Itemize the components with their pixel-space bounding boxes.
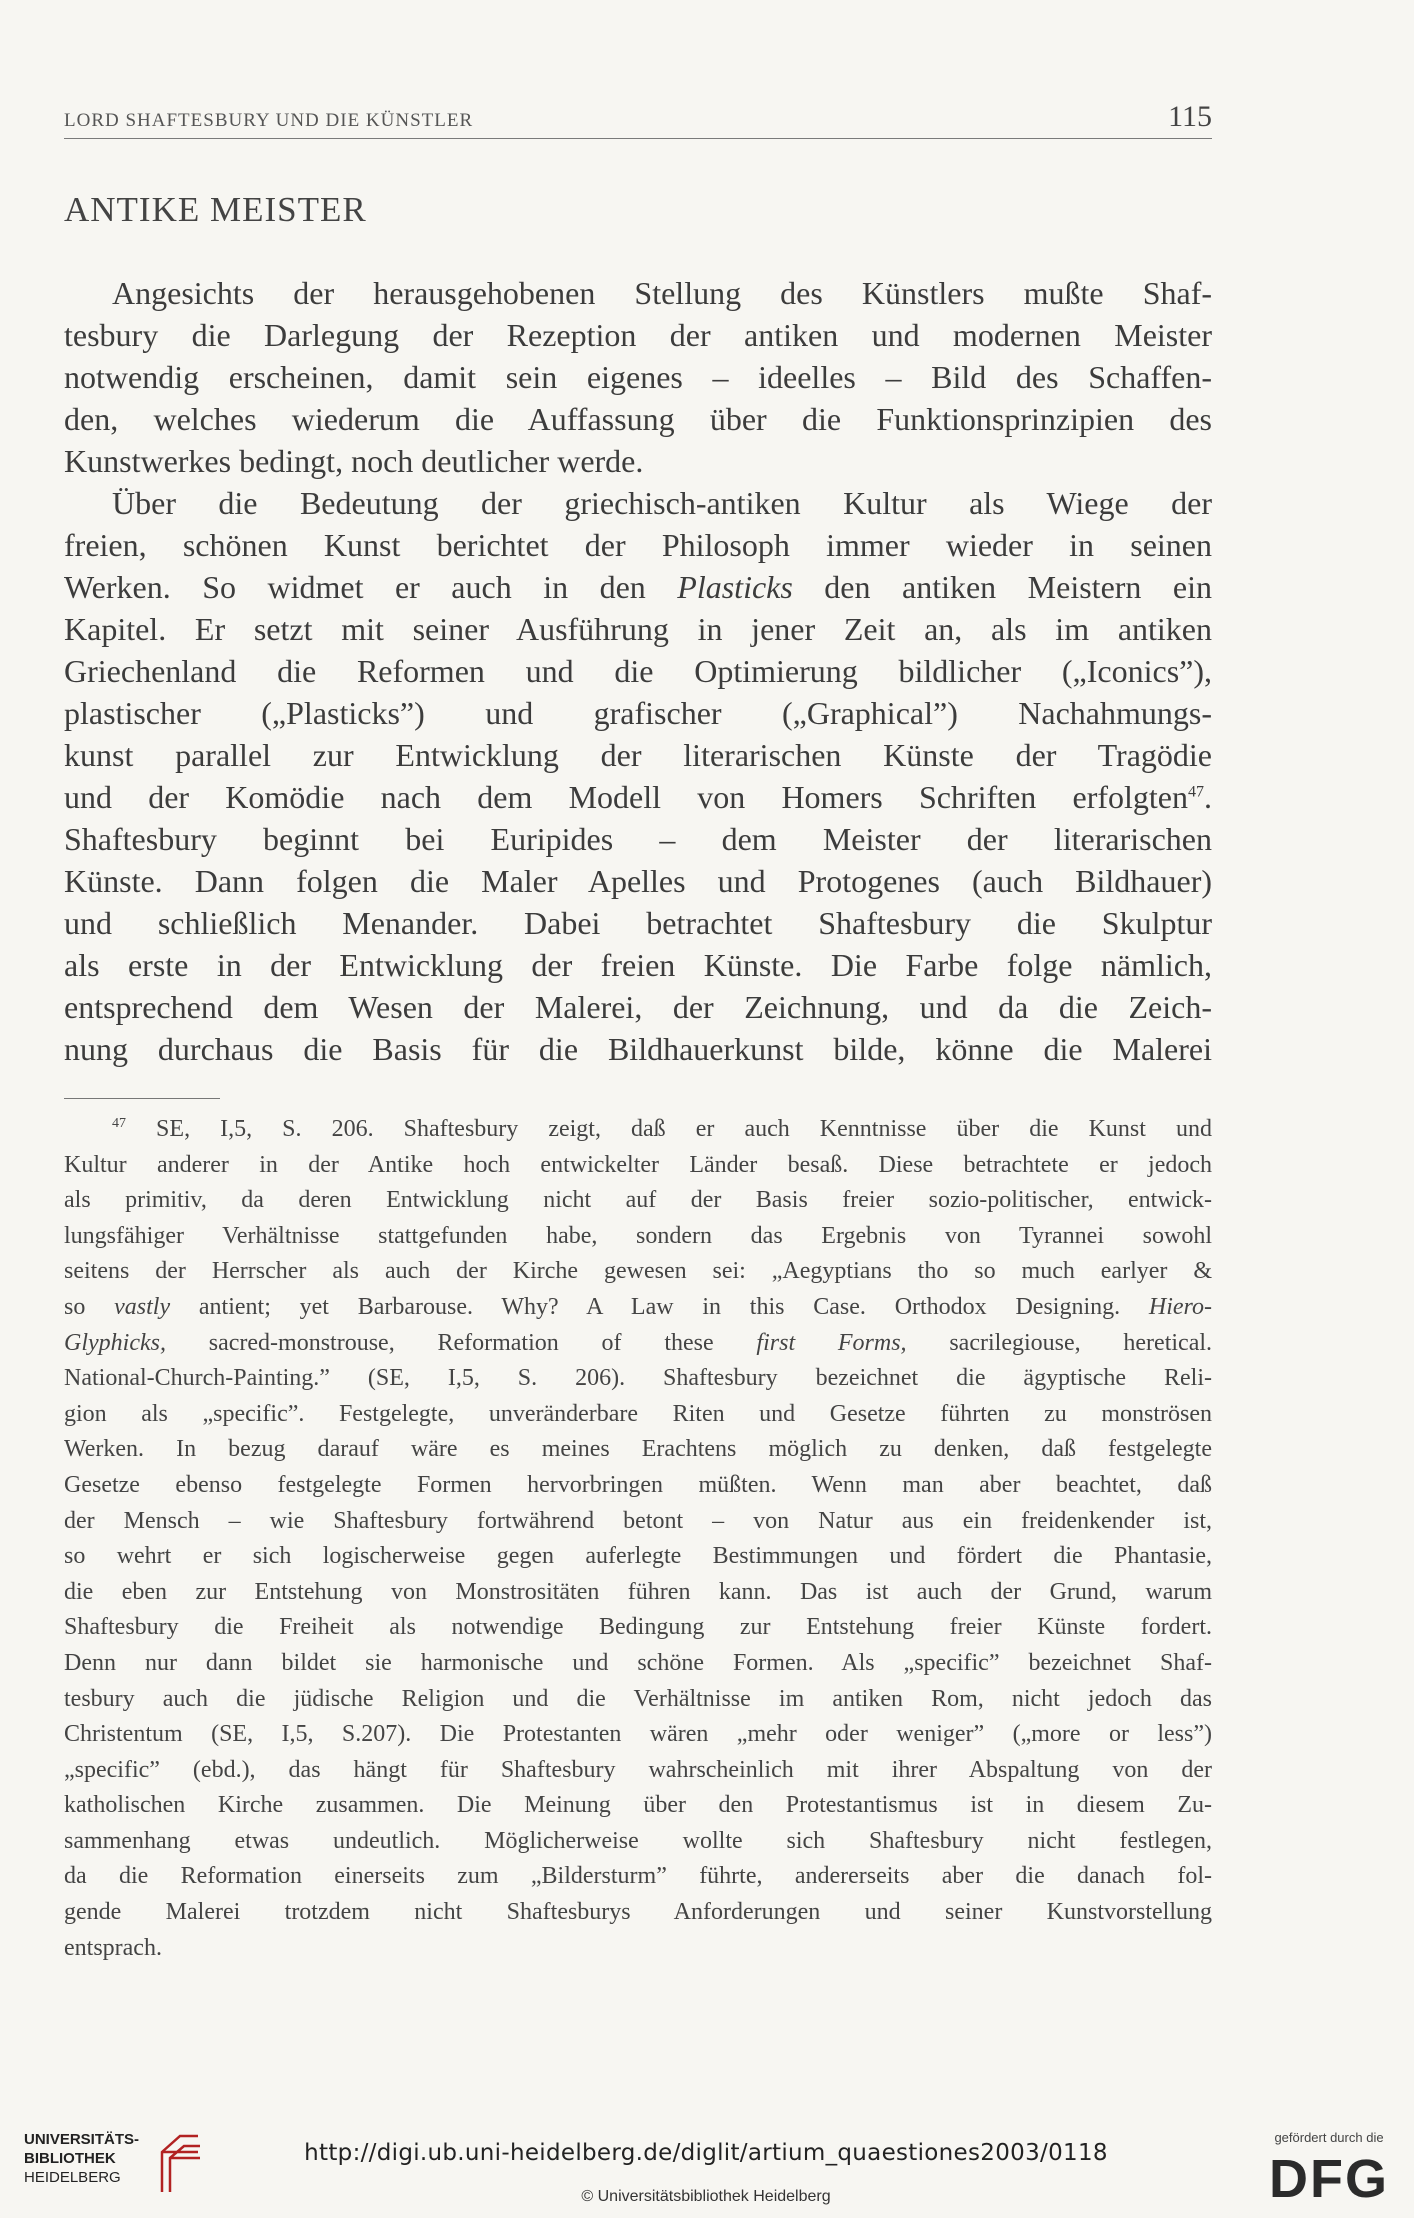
library-emblem-icon: [152, 2130, 212, 2200]
text-run: sacrilegiouse, heretical.: [906, 1329, 1213, 1356]
italic-term: Hiero-: [1148, 1293, 1212, 1320]
body-line: notwendig erscheinen, damit sein eigenes – ideelles – Bild des Schaffen-: [64, 359, 1212, 395]
text-run: .: [1204, 779, 1212, 815]
body-line: den, welches wiederum die Auffassung über die Funktionsprinzipien des: [64, 401, 1212, 437]
footnote-reference[interactable]: 47: [1188, 783, 1204, 801]
footnote-marker: 47: [112, 1116, 126, 1131]
text-run: sacred-monstrouse, Reformation of these: [165, 1329, 757, 1356]
footnote-line: Christentum (SE, I,5, S.207). Die Protestanten wären „mehr oder weniger” („more or less”): [64, 1721, 1212, 1748]
body-line: Kunstwerkes bedingt, noch deutlicher werde.: [64, 443, 644, 479]
logo-line: UNIVERSITÄTS-: [24, 2131, 140, 2148]
body-line: entsprechend dem Wesen der Malerei, der Zeichnung, und da die Zeich-: [64, 989, 1212, 1025]
footnote-47: [64, 1112, 1212, 1966]
footnote-line: gende Malerei trotzdem nicht Shaftesburys Anforderungen und seiner Kunstvorstellung: [64, 1899, 1212, 1926]
italic-term: vastly: [114, 1293, 171, 1320]
footnote-line: „specific” (ebd.), das hängt für Shaftesbury wahrscheinlich mit ihrer Abspaltung von der: [64, 1756, 1212, 1783]
body-line: und schließlich Menander. Dabei betrachtet Shaftesbury die Skulptur: [64, 905, 1212, 941]
footnote-line: der Mensch – wie Shaftesbury fortwährend betont – von Natur aus ein freidenkender ist,: [64, 1507, 1212, 1534]
text-run: antient; yet Barbarouse. Why? A Law in this Case. Orthodox Designing.: [170, 1293, 1149, 1320]
italic-term: Glyphicks,: [64, 1329, 166, 1356]
footnote-line: Gesetze ebenso festgelegte Formen hervorbringen müßten. Wenn man aber beachtet, daß: [64, 1471, 1212, 1498]
footnote-line: lungsfähiger Verhältnisse stattgefunden habe, sondern das Ergebnis von Tyrannei sowohl: [64, 1222, 1212, 1249]
italic-term: first Forms,: [756, 1329, 907, 1356]
body-line: Kapitel. Er setzt mit seiner Ausführung in jener Zeit an, als im antiken: [64, 611, 1212, 647]
body-line: Über die Bedeutung der griechisch-antiken Kultur als Wiege der: [112, 485, 1212, 521]
footnote-line: [64, 1112, 1212, 1148]
text-run: den antiken Meistern ein: [792, 569, 1213, 605]
body-line: kunst parallel zur Entwicklung der literarischen Künste der Tragödie: [64, 737, 1212, 773]
footnote-line: National-Church-Painting.” (SE, I,5, S. 206). Shaftesbury bezeichnet die ägyptische Reli-: [64, 1365, 1212, 1392]
body-line: [64, 566, 1212, 608]
logo-line: HEIDELBERG: [24, 2169, 121, 2186]
body-line: nung durchaus die Basis für die Bildhauerkunst bilde, könne die Malerei: [64, 1031, 1212, 1067]
footnote-line: entsprach.: [64, 1934, 162, 1961]
footnote-line: die eben zur Entstehung von Monstrositäten führen kann. Das ist auch der Grund, warum: [64, 1578, 1212, 1605]
logo-line: BIBLIOTHEK: [24, 2150, 116, 2167]
page-number: 115: [1168, 100, 1212, 133]
text-run: so: [64, 1293, 115, 1320]
digitization-footer: [0, 2104, 1414, 2218]
copyright-notice: © Universitätsbibliothek Heidelberg: [581, 2188, 831, 2205]
dfg-logo[interactable]: DFG: [1269, 2149, 1389, 2209]
footnote-line: Denn nur dann bildet sie harmonische und schöne Formen. Als „specific” bezeichnet Shaf-: [64, 1649, 1212, 1676]
footnote-line: katholischen Kirche zusammen. Die Meinung über den Protestantismus ist in diesem Zu-: [64, 1792, 1212, 1819]
footnote-line: [64, 1326, 1212, 1362]
footnote-line: tesbury auch die jüdische Religion und die Verhältnisse im antiken Rom, nicht jedoch das: [64, 1685, 1212, 1712]
text-run: und der Komödie nach dem Modell von Homers Schriften erfolgten: [64, 779, 1188, 815]
footnote-line: gion als „specific”. Festgelegte, unveränderbare Riten und Gesetze führten zu monströsen: [64, 1400, 1212, 1427]
logo-text: [24, 2130, 139, 2187]
university-library-logo[interactable]: [24, 2130, 214, 2210]
body-line: Künste. Dann folgen die Maler Apelles und Protogenes (auch Bildhauer): [64, 863, 1212, 899]
body-line: Shaftesbury beginnt bei Euripides – dem Meister der literarischen: [64, 821, 1212, 857]
body-line: [64, 776, 1212, 818]
footnote-line: Kultur anderer in der Antike hoch entwickelter Länder besaß. Diese betrachtete er jedoch: [64, 1151, 1212, 1178]
footnote-line: seitens der Herrscher als auch der Kirche gewesen sei: „Aegyptians tho so much earlyer &: [64, 1258, 1212, 1285]
footnote-line: als primitiv, da deren Entwicklung nicht auf der Basis freier sozio-politischer, entwick-: [64, 1187, 1212, 1214]
footnote-line: Shaftesbury die Freiheit als notwendige Bedingung zur Entstehung freier Künste fordert.: [64, 1614, 1212, 1641]
text-run: Werken. So widmet er auch in den: [64, 569, 678, 605]
footnote-line: [64, 1290, 1212, 1326]
footnote-line: sammenhang etwas undeutlich. Möglicherweise wollte sich Shaftesbury nicht festlegen,: [64, 1827, 1212, 1854]
body-line: plastischer („Plasticks”) und grafischer („Graphical”) Nachahmungs-: [64, 695, 1212, 731]
body-line: freien, schönen Kunst berichtet der Philosoph immer wieder in seinen: [64, 527, 1212, 563]
footnote-line: so wehrt er sich logischerweise gegen auferlegte Bestimmungen und fördert die Phantasie,: [64, 1543, 1212, 1570]
section-heading: ANTIKE MEISTER: [64, 190, 367, 229]
running-title: LORD SHAFTESBURY UND DIE KÜNSTLER: [64, 110, 474, 131]
footnote-line: da die Reformation einerseits zum „Bildersturm” führte, andererseits aber die danach fol-: [64, 1863, 1212, 1890]
italic-title: Plasticks: [677, 569, 793, 605]
body-line: tesbury die Darlegung der Rezeption der antiken und modernen Meister: [64, 317, 1212, 353]
body-line: Griechenland die Reformen und die Optimierung bildlicher („Iconics”),: [64, 653, 1212, 689]
body-line: Angesichts der herausgehobenen Stellung des Künstlers mußte Shaf-: [112, 275, 1212, 311]
running-header: [64, 100, 1212, 139]
footnote-divider: [64, 1098, 220, 1099]
body-line: als erste in der Entwicklung der freien Künste. Die Farbe folge nämlich,: [64, 947, 1212, 983]
text-run: SE, I,5, S. 206. Shaftesbury zeigt, daß er auch Kenntnisse über die Kunst und: [126, 1116, 1212, 1142]
footnote-line: Werken. In bezug darauf wäre es meines Erachtens möglich zu denken, daß festgelegte: [64, 1436, 1212, 1463]
funding-caption: gefördert durch die: [1274, 2130, 1384, 2145]
permalink-url[interactable]: http://digi.ub.uni-heidelberg.de/diglit/artium_quaestiones2003/0118: [304, 2140, 1108, 2166]
body-text: [64, 272, 1212, 1070]
